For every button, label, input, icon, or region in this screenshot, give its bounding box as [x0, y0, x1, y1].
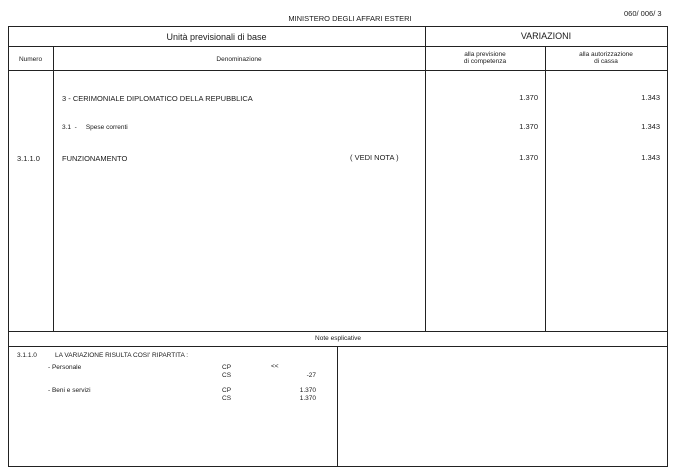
notes-item-code: CP [222, 364, 232, 371]
notes-item-code: CS [222, 372, 232, 379]
table-top-border [8, 26, 668, 27]
column-header-bottom [8, 70, 668, 71]
notes-item-label: - Personale [48, 364, 82, 371]
notes-intro: LA VARIAZIONE RISULTA COSI' RIPARTITA : [55, 352, 189, 359]
row-name: FUNZIONAMENTO [62, 154, 128, 163]
header-separator [8, 46, 668, 47]
notes-item-value: 1.370 [299, 395, 316, 402]
notes-title: Note esplicative [315, 335, 361, 342]
notes-item-code: CS [222, 395, 232, 402]
col-header-numero: Numero [18, 56, 43, 63]
row-name: 3.1 - Spese correnti [62, 124, 128, 131]
col-header-cassa: alla autorizzazione di cassa [579, 51, 633, 66]
table-body-bottom [8, 331, 668, 332]
col-header-competenza: alla previsione di competenza [463, 51, 507, 66]
table-bottom-border [8, 466, 668, 467]
row-cassa-value: 1.343 [641, 153, 660, 162]
notes-title-bottom [8, 346, 668, 347]
section-title-variazioni: VARIAZIONI [520, 31, 572, 41]
row-cassa-value: 1.343 [641, 122, 660, 131]
table-right-border [667, 26, 668, 467]
section-title-unita: Unità previsionali di base [166, 32, 267, 42]
divider-main-variazioni [425, 26, 426, 332]
page-code: 060/ 006/ 3 [624, 9, 662, 18]
divider-number-name [53, 46, 54, 332]
row-number: 3.1.1.0 [17, 154, 40, 163]
row-note-reference: ( VEDI NOTA ) [350, 153, 399, 162]
notes-item-value: 1.370 [299, 387, 316, 394]
row-competenza-value: 1.370 [519, 122, 538, 131]
notes-item-value: << [271, 363, 279, 370]
row-name: 3 - CERIMONIALE DIPLOMATICO DELLA REPUBBLICA [62, 94, 253, 103]
notes-item-value: -27 [306, 372, 316, 379]
notes-divider [337, 346, 338, 467]
row-cassa-value: 1.343 [641, 93, 660, 102]
col-header-denominazione: Denominazione [216, 56, 262, 63]
row-competenza-value: 1.370 [519, 153, 538, 162]
row-competenza-value: 1.370 [519, 93, 538, 102]
notes-item-label: - Beni e servizi [48, 387, 91, 394]
notes-number: 3.1.1.0 [17, 352, 37, 359]
divider-competenza-cassa [545, 46, 546, 332]
ministry-title: MINISTERO DEGLI AFFARI ESTERI [288, 14, 412, 23]
table-left-border [8, 26, 9, 467]
notes-item-code: CP [222, 387, 232, 394]
